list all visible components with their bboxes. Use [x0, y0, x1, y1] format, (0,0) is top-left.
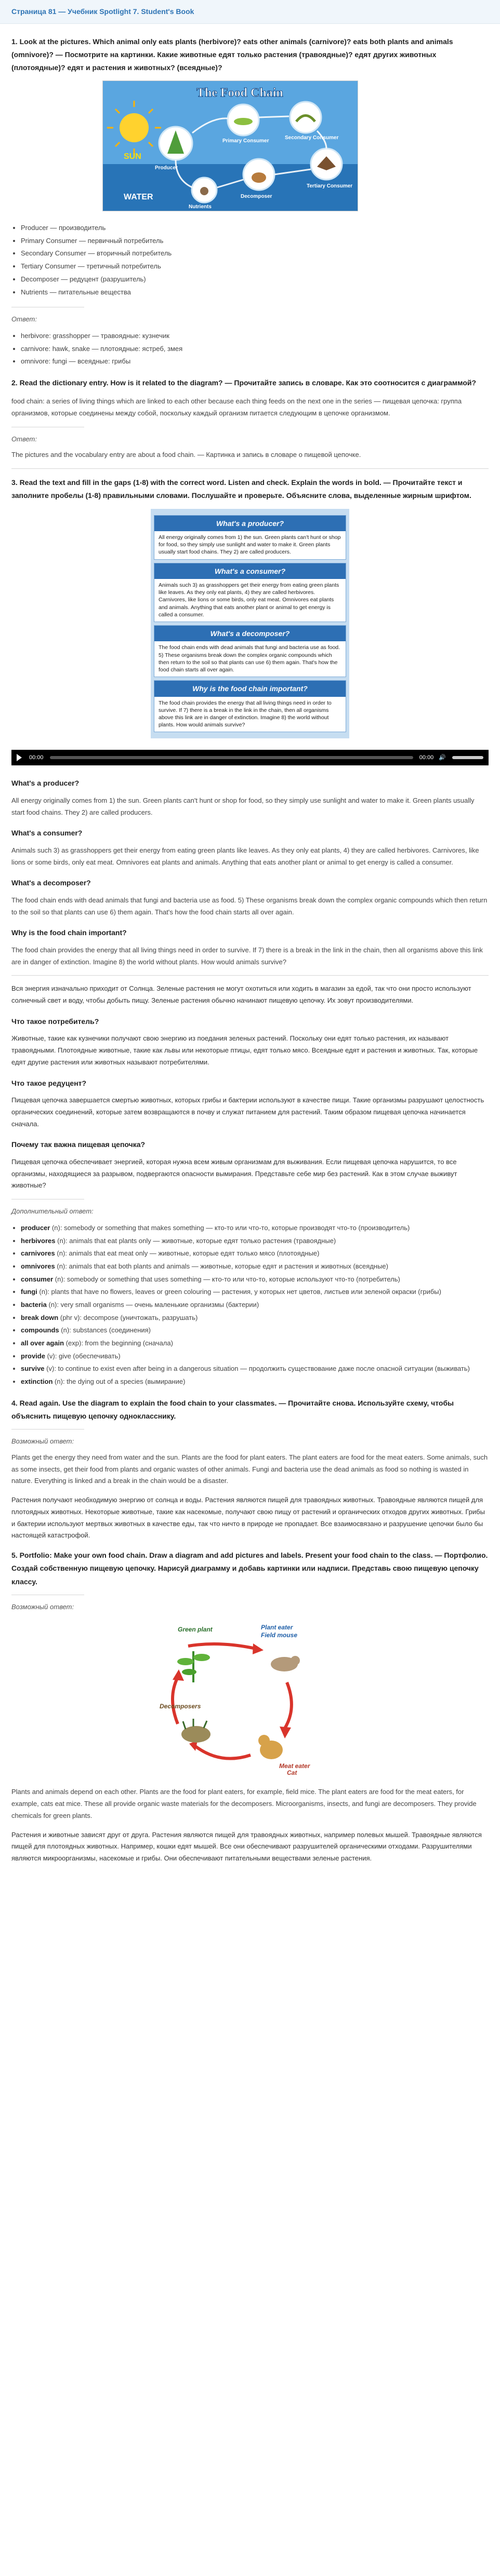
vocab-item: • break down (phr v): decompose (уничтожать, разрушать) [21, 1312, 489, 1325]
ru-section-title: Почему так важна пищевая цепочка? [11, 1140, 146, 1149]
card-title: What's a decomposer? [154, 626, 346, 642]
list-item: • Producer — производитель [21, 222, 489, 235]
task1-vocab-list [11, 222, 489, 299]
vocab-item: • compounds (n): substances (соединения) [21, 1324, 489, 1337]
audio-time-start: 00:00 [29, 754, 44, 761]
fig-label-decomposer: Decomposer [241, 194, 272, 200]
fig-label-producer: Producer [155, 165, 178, 171]
ru-section-text: Пищевая цепочка завершается смертью животных, которых грибы и бактерии используют в качестве пищи. Такие организмы разрушают целостность органических соединений, которые затем возвращаются в почву и служат питанием для растений. Таким образом пищевая цепочка начинается сначала. [11, 1096, 484, 1128]
vocab-item: • fungi (n): plants that have no flowers, leaves or green colouring — растения, у которых нет цветов, листьев или зеленой окраски (грибы) [21, 1286, 489, 1299]
task5-heading: 5. Portfolio: Make your own food chain. Draw a diagram and add pictures and labels. Present your food chain to the class. — Портфолио. Создай собственную пищевую цепочку. Нарисуй диаграмму и добавь картинки или надписи. Представь свою пищевую цепочку классу. [11, 1551, 488, 1586]
vocab-item: • bacteria (n): very small organisms — очень маленькие организмы (бактерии) [21, 1299, 489, 1312]
ru-section-title: Что такое редуцент? [11, 1078, 87, 1087]
card-text: Animals such 3) as grasshoppers get their energy from eating green plants like leaves. As they only eat plants, 4) they are called herbivores. Carnivores, like lions or some birds, only eat meat. Omnivores eat plants and animals. Anything that eats another plant or animal to get energy is called a consumer. [159, 582, 339, 618]
list-item: • omnivore: fungi — всеядные: грибы [21, 355, 489, 368]
task2-heading: 2. Read the dictionary entry. How is it related to the diagram? — Прочитайте запись в словаре. Как это соотносится с диаграммой? [11, 379, 477, 387]
label-plant-eater: Plant eater [261, 1624, 293, 1631]
vocab-item: • all over again (exp): from the beginning (сначала) [21, 1337, 489, 1350]
label-decomposers: Decomposers [160, 1703, 201, 1710]
list-item: • Decomposer — редуцент (разрушитель) [21, 273, 489, 286]
vocab-item: • provide (v): give (обеспечивать) [21, 1350, 489, 1363]
card-title: What's a consumer? [154, 563, 346, 579]
section-title: What's a consumer? [11, 829, 83, 838]
food-chain-diagram [157, 1620, 323, 1776]
card [154, 515, 346, 560]
list-item: • herbivore: grasshopper — травоядные: кузнечик [21, 330, 489, 343]
extra-answer-label: Дополнительный ответ: [11, 1207, 94, 1216]
fig-label-nutrients: Nutrients [189, 204, 212, 210]
section-text: Animals such 3) as grasshoppers get their energy from eating green plants like leaves. As they only eat plants, 4) they are called herbivores. Carnivores, like lions or some birds, only eat meat. Omnivores eat plants and animals. Anything that eats another plant or animal to get energy is called a consumer. [11, 846, 479, 866]
ru-section-title: Что такое потребитель? [11, 1017, 99, 1026]
answer-label: Возможный ответ: [11, 1437, 74, 1446]
food-chain-illustration [103, 81, 358, 211]
fig-label-primary: Primary Consumer [222, 138, 269, 144]
audio-time-end: 00:00 [419, 754, 434, 761]
ru-section-text: Животные, такие как кузнечики получают свою энергию из поедания зеленых растений. Поскольку они едят только растения, их называют травоядными. Плотоядные животные, такие как львы или некоторые птицы, едят только мясо. Всеядные едят и растения и животных. Так, которые едят другие растения или животных называют потребителями. [11, 1034, 478, 1066]
audio-progress-track[interactable] [50, 756, 413, 759]
audio-player[interactable] [11, 750, 489, 765]
task2-answer: The pictures and the vocabulary entry are about a food chain. — Картинка и запись в словаре о пищевой цепочке. [11, 451, 361, 459]
vocab-item: • omnivores (n): animals that eat both plants and animals — животные, которые едят и растения и животных (всеядные) [21, 1260, 489, 1273]
divider [11, 975, 489, 976]
list-item: • Tertiary Consumer — третичный потребитель [21, 260, 489, 273]
list-item: • Nutrients — питательные вещества [21, 286, 489, 299]
card [154, 680, 346, 732]
answer-label: Ответ: [11, 435, 37, 443]
vocab-item: • carnivores (n): animals that eat meat only — животные, которые едят только мясо (плотоядные) [21, 1247, 489, 1260]
section-title: What's a producer? [11, 779, 80, 788]
card-text: The food chain provides the energy that all living things need in order to survive. If 7) there is a break in the link in the chain, then all organisms above this link are in danger of extinction. Imagine 8) the world without plants. How would animals survive? [159, 699, 332, 729]
task1-answers [11, 330, 489, 368]
textbook-cards [151, 509, 349, 739]
section-title: Why is the food chain important? [11, 928, 127, 937]
ru-section-text: Пищевая цепочка обеспечивает энергией, которая нужна всем живым организмам для выживания. Если пищевая цепочка нарушится, то все организмы, находящиеся за разрывом, подвергаются опасности вымирания. Представьте себе мир без растений. Как в этом случае выживут животные? [11, 1157, 457, 1190]
task3-heading: 3. Read the text and fill in the gaps (1-8) with the correct word. Listen and check. Explain the words in bold. — Прочитайте текст и заполните пробелы (1-8) правильными словами. Послушайте и проверьте. Объясните слова, выделенные жирным шрифтом. [11, 478, 471, 500]
water-label: WATER [124, 193, 153, 202]
label-field-mouse: Field mouse [261, 1631, 298, 1639]
card-title: What's a producer? [154, 516, 346, 532]
section-title: What's a decomposer? [11, 879, 91, 887]
task2-text: food chain: a series of living things which are linked to each other because each thing feeds on the next one in the series — пищевая цепочка: группа организмов, которые соединены между собой, поскольку каждый организм питается следующим в цепочке организмом. [11, 397, 462, 417]
answer-label: Ответ: [11, 315, 37, 323]
vocab-item: • survive (v): to continue to exist even after being in a dangerous situation — продолжить существование даже после опасной ситуации (выживать) [21, 1363, 489, 1375]
answer-label: Возможный ответ: [11, 1602, 74, 1611]
fig-label-secondary: Secondary Consumer [285, 135, 339, 141]
card [154, 625, 346, 677]
label-meat-eater: Meat eater [279, 1762, 310, 1770]
figure-title: The Food Chain [196, 86, 283, 100]
card-title: Why is the food chain important? [154, 681, 346, 697]
volume-slider[interactable] [452, 756, 483, 759]
task1-heading: 1. Look at the pictures. Which animal only eats plants (herbivore)? eats other animals (carnivore)? eats both plants and animals (omnivore)? — Посмотрите на картинки. Какие животные едят только растения (травоядные)? едят других животных (плотоядные)? едят и растения и животных? (всеядные)? [11, 37, 453, 72]
section-text: The food chain provides the energy that all living things need in order to survive. If 7) there is a break in the link in the chain, then all organisms above this link are in danger of extinction. Imagine 8) the world without plants. How would animals survive? [11, 946, 483, 966]
diagram-illustration [157, 1620, 323, 1776]
vocab-item: • producer (n): somebody or something that makes something — кто-то или что-то, которые производят что-то (производитель) [21, 1222, 489, 1235]
list-item: • Secondary Consumer — вторичный потребитель [21, 247, 489, 260]
sun-label: SUN [124, 152, 141, 161]
task5-ru: Растения и животные зависят друг от друга. Растения являются пищей для травоядных животных, например полевых мышей. Травоядные являются пищей для плотоядных животных. Например, кошки едят мышей. Все они обеспечивают разрушителей органическими отходами. Разрушителями являются микроорганизмы, насекомые и грибы. Они обеспечивают питательными веществами зеленые растения. [11, 1830, 482, 1863]
page-title: Страница 81 — Учебник Spotlight 7. Student's Book [0, 0, 500, 24]
food-chain-figure [102, 80, 358, 211]
vocab-item: • consumer (n): somebody or something that uses something — кто-то или что-то, которые используют что-то (потребитель) [21, 1273, 489, 1286]
sun-icon [120, 113, 149, 142]
task4-heading: 4. Read again. Use the diagram to explain the food chain to your classmates. — Прочитайте снова. Используйте схему, чтобы объяснить пищевую цепочку однокласснику. [11, 1398, 454, 1420]
card [154, 563, 346, 622]
section-text: All energy originally comes from 1) the sun. Green plants can't hunt or shop for food, so they simply use sunlight and water to make it. Green plants usually start food chains. They 2) are called producers. [11, 796, 475, 816]
volume-icon[interactable]: 🔊 [439, 754, 446, 761]
vocab-item: • herbivores (n): animals that eat plants only — животные, которые едят только растения (травоядные) [21, 1235, 489, 1248]
card-text: All energy originally comes from 1) the sun. Green plants can't hunt or shop for food, so they simply use sunlight and water to make it. Green plants usually start food chains. They 2) are called producers. [159, 534, 341, 556]
vocab-item: • extinction (n): the dying out of a species (вымирание) [21, 1375, 489, 1388]
task4-ru: Растения получают необходимую энергию от солнца и воды. Растения являются пищей для травоядных животных. Травоядные являются пищей для плотоядных животных. Некоторые животные, такие как насекомые, получают свою пищу от растений и органических отходов других животных. Грибы и бактерии используют мертвых животных в качестве еды, так что ничто в природе не пропадает. Все взаимосвязано и разрушение цепочки было бы настоящей катастрофой. [11, 1496, 485, 1540]
task4-en: Plants get the energy they need from water and the sun. Plants are the food for plant eaters. The plant eaters are food for the meat eaters. Some animals, such as some insects, get their food from plants and organic wastes of other animals. Fungi and bacteria use the dead animals as food so nothing is wasted in nature. Everything is linked and a break in the chain would be a disaster. [11, 1453, 488, 1485]
decomposer-icon [181, 1719, 210, 1743]
vocab-list [11, 1222, 489, 1388]
divider [11, 468, 489, 469]
list-item: • carnivore: hawk, snake — плотоядные: ястреб, змея [21, 343, 489, 356]
label-cat: Cat [287, 1769, 297, 1776]
list-item: • Primary Consumer — первичный потребитель [21, 235, 489, 248]
card-text: The food chain ends with dead animals that fungi and bacteria use as food. 5) These organisms break down the complex organic compounds which then return to the soil so that plants can use 6) them again. That's how the food chain starts all over again. [159, 644, 340, 673]
play-icon[interactable] [17, 754, 22, 761]
label-green-plant: Green plant [178, 1626, 213, 1634]
task5-en: Plants and animals depend on each other. Plants are the food for plant eaters, for example, field mice. The plant eaters are food for the meat eaters, for example, cats eat mice. These all provide organic waste materials for the decomposers. Microorganisms, insects, and fungi are decomposers. They provide chemicals for green plants. [11, 1788, 477, 1819]
ru-section-text: Вся энергия изначально приходит от Солнца. Зеленые растения не могут охотиться или ходить в магазин за едой, так что они просто используют солнечный свет и воду, чтобы добыть пищу. Зеленые растения обычно начинают пищевую цепочку. Их зовут производителями. [11, 984, 471, 1005]
fig-label-tertiary: Tertiary Consumer [307, 183, 353, 190]
section-text: The food chain ends with dead animals that fungi and bacteria use as food. 5) These organisms break down the complex organic compounds which then return to the soil so that plants can use 6) them again. That's how the food chain starts all over again. [11, 896, 488, 916]
